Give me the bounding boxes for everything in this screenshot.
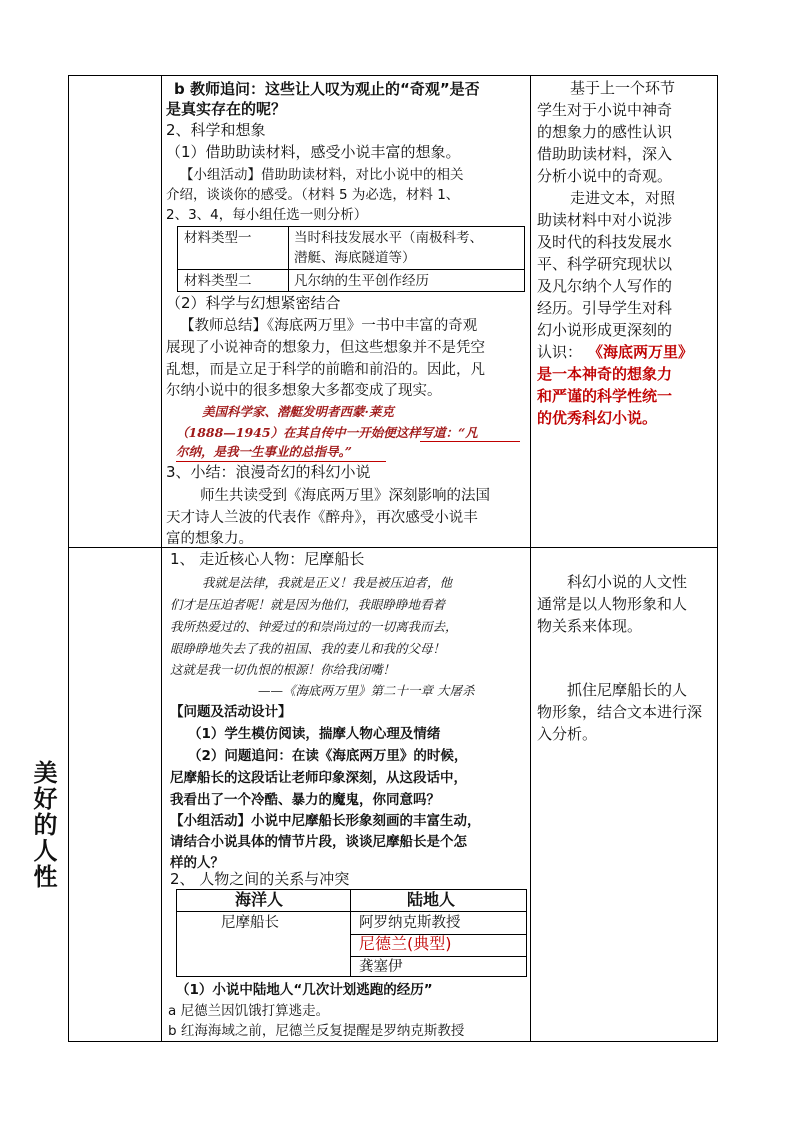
nemo-quote-line: 我就是法律，我就是正义！我是被压迫者，他 — [202, 575, 453, 590]
teacher-summary-line: 乱想，而是立足于科学的前瞻和前沿的。因此，凡 — [166, 362, 485, 378]
nemo-quote-line: 这就是我一切仇恨的根源！你给我闭嘴！ — [170, 662, 396, 677]
design-note-line: 科幻小说的人文性 — [567, 573, 688, 591]
section-heading: 2、 人物之间的关系与冲突 — [170, 870, 350, 888]
nemo-quote-source: ——《海底两万里》第二十一章 大屠杀 — [258, 683, 475, 698]
design-note-line: 基于上一个环节 — [570, 79, 676, 97]
design-note-highlight: 和严谨的科学性统一 — [537, 387, 673, 405]
sub-heading: （1）借助助读材料，感受小说丰富的想象。 — [166, 143, 461, 161]
relation-land-person: 阿罗纳克斯教授 — [359, 915, 461, 931]
section-label — [28, 760, 58, 895]
design-note-line: 物形象，结合文本进行深 — [537, 703, 703, 721]
activity-design-line: 请结合小说具体的情节片段，谈谈尼摩船长是个怎 — [170, 834, 467, 850]
relation-header-ocean: 海洋人 — [235, 890, 284, 909]
quote-underline — [420, 441, 520, 442]
activity-design-heading: 【问题及活动设计】 — [170, 704, 292, 720]
relation-land-person-highlight: 尼德兰(典型) — [359, 934, 452, 953]
teacher-summary-line: 尔纳小说中的很多想象大多都变成了现实。 — [166, 383, 442, 399]
quote-line: 美国科学家、潜艇发明者西蒙·莱克 — [202, 404, 394, 419]
group-activity-line: 【小组活动】借助助读材料，对比小说中的相关 — [180, 167, 464, 183]
design-note-line: 通常是以人物形象和人 — [537, 595, 688, 613]
relation-land-person: 龚塞伊 — [359, 959, 403, 975]
nemo-quote-line: 我所热爱过的、钟爱过的和崇尚过的一切离我而去， — [170, 619, 458, 634]
section-label-text: 美好的人性 — [29, 760, 57, 890]
teacher-followup-line: 是真实存在的呢？ — [166, 100, 287, 118]
activity-design-line: 尼摩船长的这段话让老师印象深刻，从这段话中， — [170, 770, 467, 786]
design-note-line: 入分析。 — [537, 725, 598, 743]
design-note-line: 抓住尼摩船长的人 — [567, 681, 688, 699]
design-note-line: 走进文本，对照 — [570, 189, 676, 207]
teacher-summary-line: 【教师总结】《海底两万里》一书中丰富的奇观 — [180, 318, 478, 334]
summary-line: 师生共读受到《海底两万里》深刻影响的法国 — [200, 488, 490, 504]
relation-header-land: 陆地人 — [407, 890, 456, 909]
relation-table — [176, 889, 527, 977]
teacher-summary-line: 展现了小说神奇的想象力，但这些想象并不是凭空 — [166, 340, 485, 356]
design-note-highlight: 《海底两万里》 — [588, 343, 694, 361]
teacher-followup-line: b 教师追问：这些让人叹为观止的“奇观”是否 — [174, 80, 480, 98]
design-note-line: 物关系来体现。 — [537, 617, 643, 635]
design-note-highlight: 的优秀科幻小说。 — [537, 409, 658, 427]
escape-heading: （1）小说中陆地人“几次计划逃跑的经历” — [176, 982, 433, 998]
activity-design-line: 我看出了一个冷酷、暴力的魔鬼，你同意吗？ — [170, 792, 440, 808]
material-table — [177, 226, 525, 292]
activity-design-line: 样的人？ — [170, 855, 224, 871]
activity-design-line: （1）学生模仿阅读，揣摩人物心理及情绪 — [188, 726, 441, 742]
relation-ocean-person: 尼摩船长 — [221, 915, 279, 931]
design-note-line: 平、科学研究现状以 — [537, 255, 673, 273]
design-note-line: 助读材料中对小说涉 — [537, 211, 673, 229]
material-desc-cell: 潜艇、海底隧道等） — [294, 250, 416, 266]
design-note-line: 幻小说形成更深刻的 — [537, 321, 673, 339]
section-heading: 2、科学和想象 — [166, 121, 266, 139]
quote-line: 尔纳，是我一生事业的总指导。” — [176, 444, 352, 459]
material-desc-cell: 当时科技发展水平（南极科考、 — [294, 230, 483, 246]
design-note-line: 及凡尔纳个人写作的 — [537, 277, 673, 295]
activity-design-line: 【小组活动】小说中尼摩船长形象刻画的丰富生动， — [170, 813, 481, 829]
design-note-line: 分析小说中的奇观。 — [537, 167, 673, 185]
design-note-line: 认识： — [537, 343, 583, 361]
material-type-cell: 材料类型二 — [184, 273, 252, 289]
summary-line: 富的想象力。 — [166, 531, 253, 547]
section-heading: 3、小结：浪漫奇幻的科幻小说 — [166, 463, 371, 481]
design-note-highlight: 是一本神奇的想象力 — [537, 365, 673, 383]
design-note-line: 及时代的科技发展水 — [537, 233, 673, 251]
design-note-line: 借助助读材料，深入 — [537, 145, 673, 163]
nemo-quote-line: 们才是压迫者呢！就是因为他们，我眼睁睁地看着 — [170, 597, 446, 612]
group-activity-line: 介绍，谈谈你的感受。（材料 5 为必选，材料 1、 — [166, 187, 460, 203]
sub-heading: （2）科学与幻想紧密结合 — [166, 294, 341, 312]
section-heading: 1、 走近核心人物：尼摩船长 — [170, 550, 365, 568]
nemo-quote-line: 眼睁睁地失去了我的祖国、我的妻儿和我的父母！ — [170, 641, 446, 656]
summary-line: 天才诗人兰波的代表作《醉舟》，再次感受小说丰 — [166, 510, 478, 526]
design-note-line: 经历。引导学生对科 — [537, 299, 673, 317]
design-note-line: 的想象力的感性认识 — [537, 123, 673, 141]
design-note-line: 学生对于小说中神奇 — [537, 101, 673, 119]
activity-design-line: （2）问题追问：在读《海底两万里》的时候， — [188, 748, 468, 764]
column-divider-right — [530, 76, 531, 1041]
quote-line: （1888—1945）在其自传中一开始便这样写道：“凡 — [176, 425, 478, 440]
material-type-cell: 材料类型一 — [184, 230, 252, 246]
escape-line: a 尼德兰因饥饿打算逃走。 — [168, 1003, 330, 1019]
escape-line: b 红海海域之前，尼德兰反复提醒是罗纳克斯教授 — [168, 1023, 465, 1039]
group-activity-line: 2、3、4，每小组任选一则分析） — [166, 207, 368, 223]
material-desc-cell: 凡尔纳的生平创作经历 — [294, 273, 429, 289]
column-divider-left — [161, 76, 162, 1041]
